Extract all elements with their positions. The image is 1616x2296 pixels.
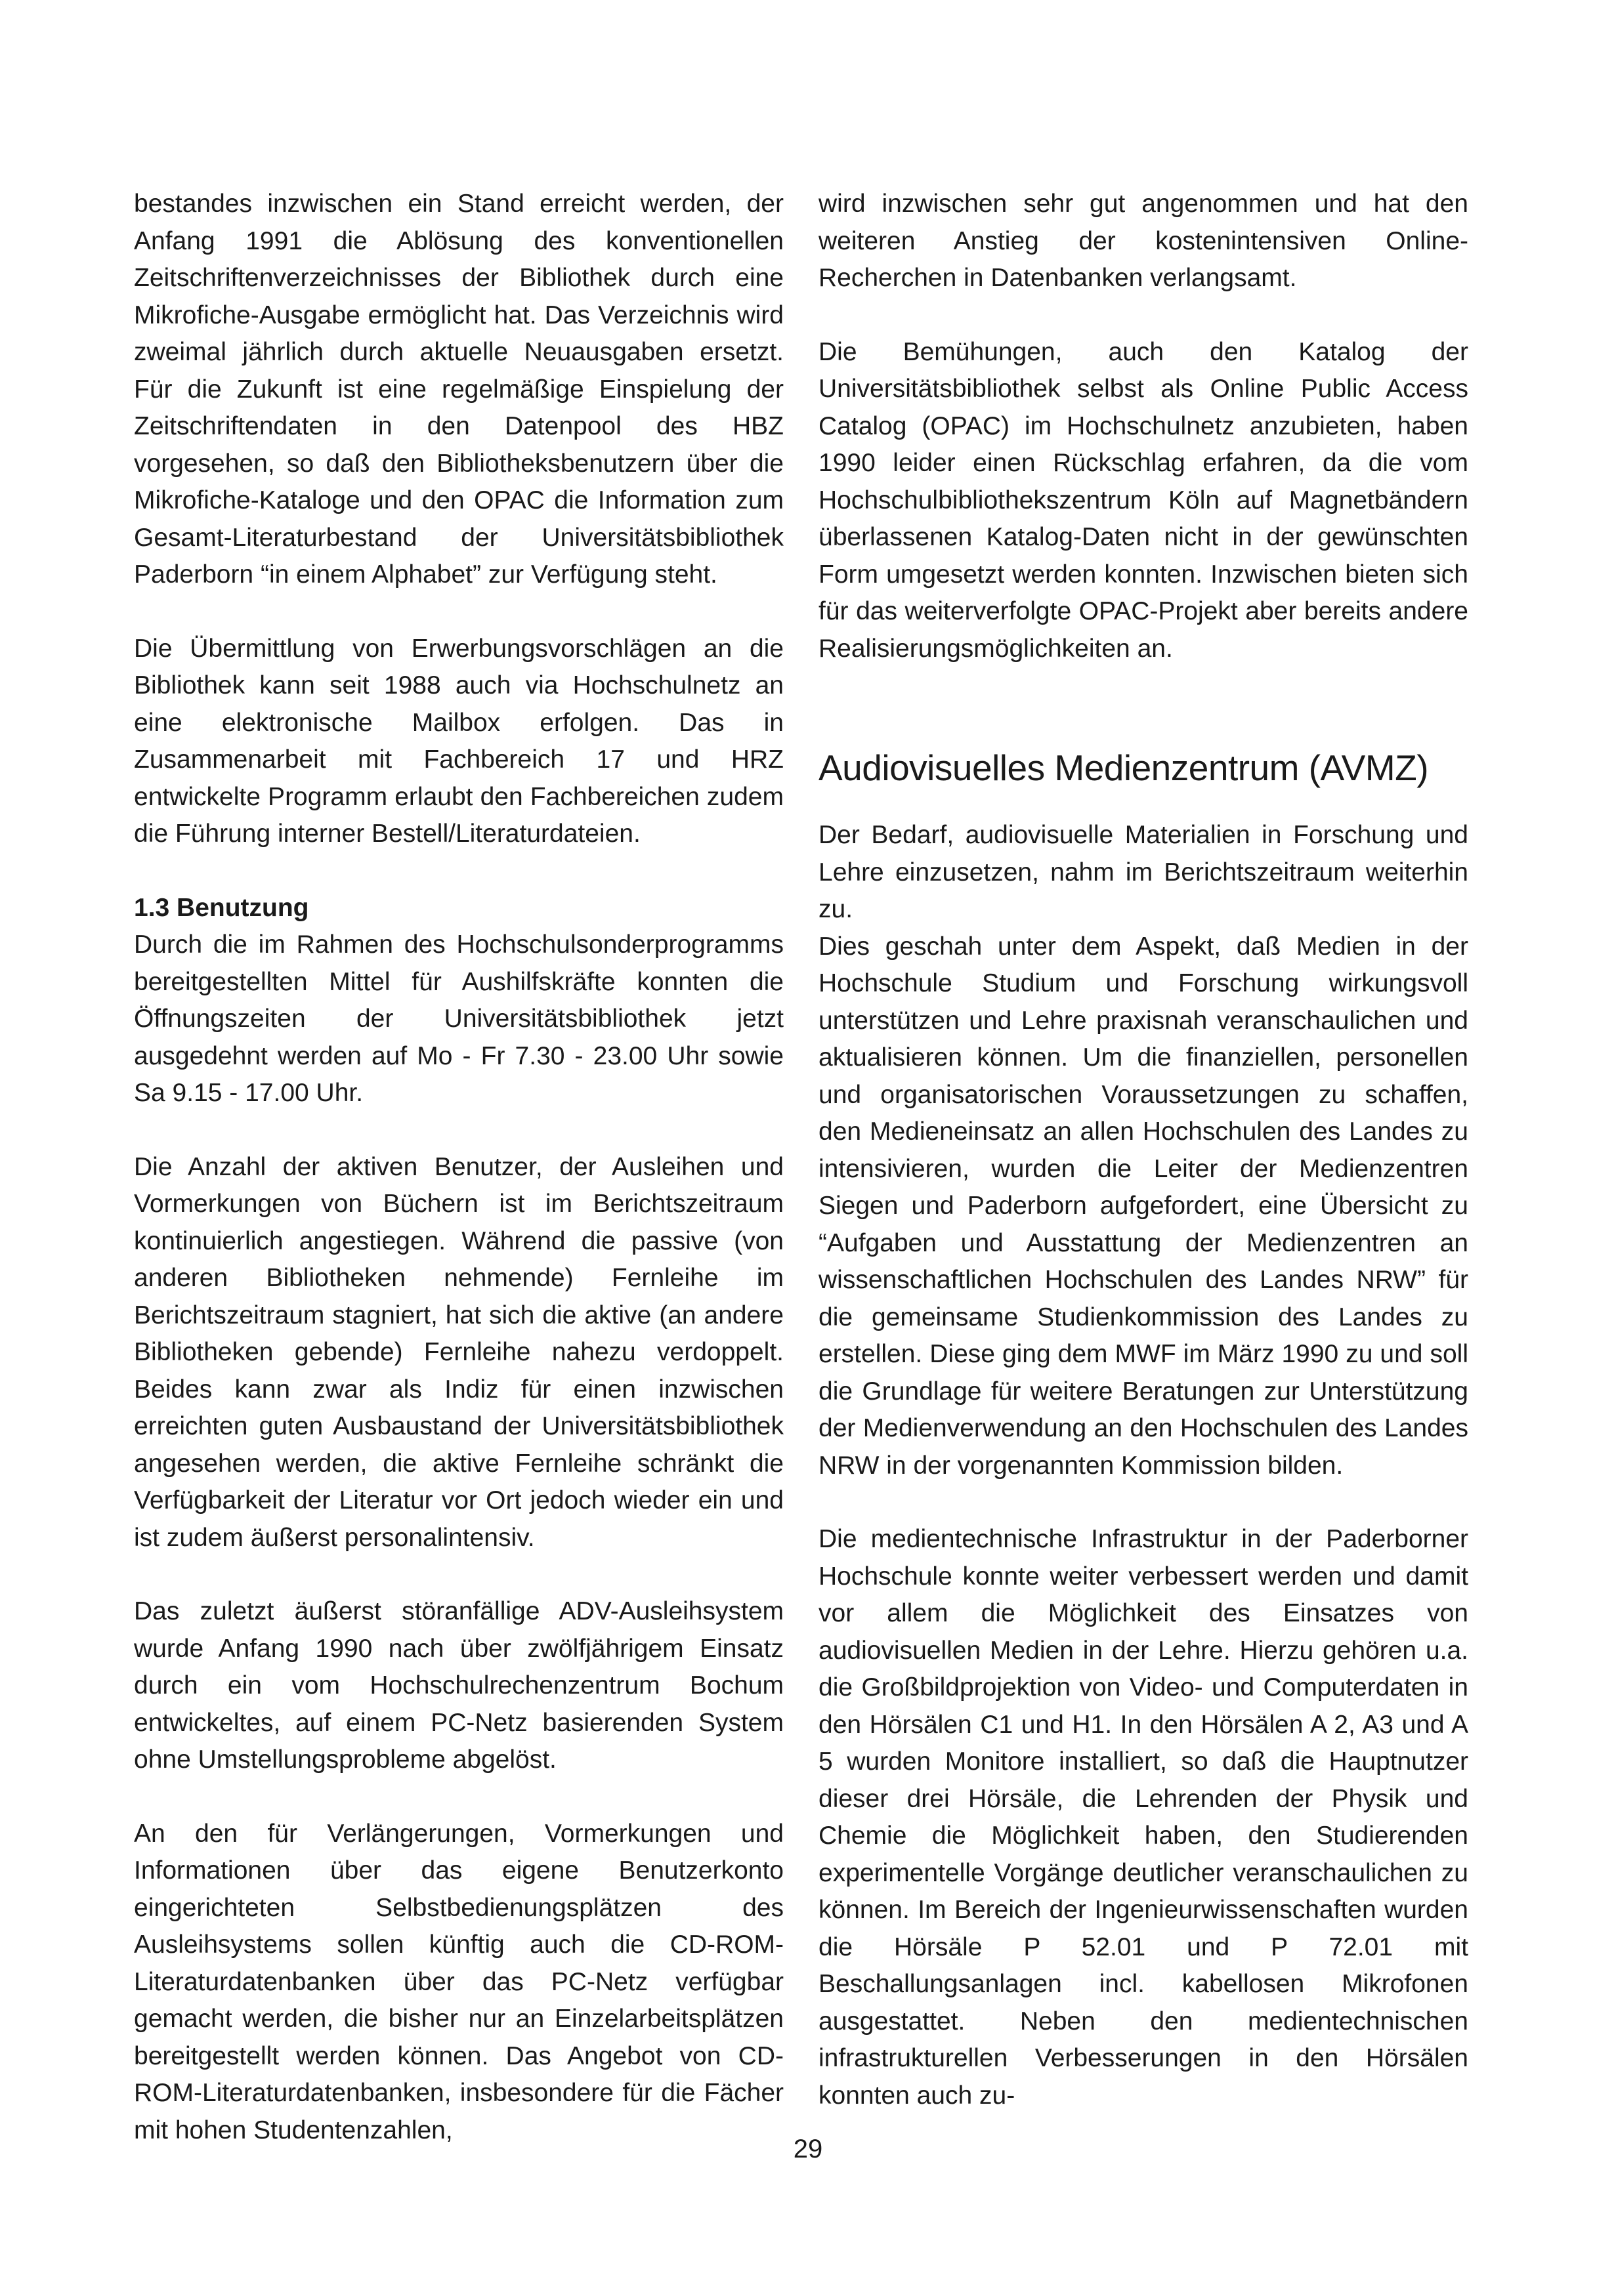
section-heading-avmz: Audiovisuelles Medienzentrum (AVMZ) <box>819 747 1429 788</box>
left-paragraph-1: bestandes inzwischen ein Stand erreicht werden, der Anfang 1991 die Ablösung des konventionellen Zeitschriftenverzeichnisses der Bibliothek durch eine Mikrofiche-Ausgabe ermöglicht hat. Das Verzeichnis wird zweimal jährlich durch aktuelle Neuausgaben ersetzt. Für die Zukunft ist eine regelmäßige Einspielung der Zeitschriftendaten in den Datenpool des HBZ vorgesehen, so daß den Bibliotheksbenutzern über die Mikrofiche-Kataloge und den OPAC die Information zum Gesamt-Literaturbestand der Universitätsbibliothek Paderborn “in einem Alphabet” zur Verfügung steht. <box>134 190 784 589</box>
left-paragraph-2: Die Übermittlung von Erwerbungsvorschlägen an die Bibliothek kann seit 1988 auch via Hochschulnetz an eine elektronische Mailbox erfolgen. Das in Zusammenarbeit mit Fachbereich 17 und HRZ entwickelte Programm erlaubt den Fachbereichen zudem die Führung interner Bestell/Literaturdateien. <box>134 634 784 848</box>
left-paragraph-5: Das zuletzt äußerst störanfällige ADV-Ausleihsystem wurde Anfang 1990 nach über zwölfjährigem Einsatz durch ein vom Hochschulrechenzentrum Bochum entwickeltes, auf einem PC-Netz basierenden System ohne Umstellungsprobleme abgelöst. <box>134 1597 784 1774</box>
left-paragraph-3: Durch die im Rahmen des Hochschulsonderprogramms bereitgestellten Mittel für Aushilfskräfte konnten die Öffnungszeiten der Universitätsbibliothek jetzt ausgedehnt werden auf Mo - Fr 7.30 - 23.00 Uhr sowie Sa 9.15 - 17.00 Uhr. <box>134 930 784 1107</box>
right-paragraph-4: Dies geschah unter dem Aspekt, daß Medien in der Hochschule Studium und Forschung wirkungsvoll unterstützen und Lehre praxisnah veranschaulichen und aktualisieren können. Um die finanziellen, personellen und organisatorischen Voraussetzungen zu schaffen, den Medieneinsatz an allen Hochschulen des Landes zu intensivieren, wurden die Leiter der Medienzentren Siegen und Paderborn aufgefordert, eine Übersicht zu “Aufgaben und Ausstattung der Medienzentren an wissenschaftlichen Hochschulen des Landes NRW” für die gemeinsame Studienkommission des Landes zu erstellen. Diese ging dem MWF im März 1990 zu und soll die Grundlage für weitere Beratungen zur Unterstützung der Medienverwendung an den Hochschulen des Landes NRW in der vorgenannten Kommission bilden. <box>819 932 1468 1480</box>
right-paragraph-3: Der Bedarf, audiovisuelle Materialien in Forschung und Lehre einzusetzen, nahm im Berichtszeitraum weiterhin zu. <box>819 821 1468 923</box>
right-paragraph-5: Die medientechnische Infrastruktur in der Paderborner Hochschule konnte weiter verbessert werden und damit vor allem die Möglichkeit des Einsatzes von audiovisuellen Medien in der Lehre. Hierzu gehören u.a. die Großbildprojektion von Video- und Computerdaten in den Hörsälen C1 und H1. In den Hörsälen A 2, A3 und A 5 wurden Monitore installiert, so daß die Hauptnutzer dieser drei Hörsäle, die Lehrenden der Physik und Chemie die Möglichkeit haben, den Studierenden experimentelle Vorgänge deutlicher veranschaulichen zu können. Im Bereich der Ingenieurwissenschaften wurden die Hörsäle P 52.01 und P 72.01 mit Beschallungsanlagen incl. kabellosen Mikrofonen ausgestattet. Neben den medientechnischen infrastrukturellen Verbesserungen in den Hörsälen konnten auch zu- <box>819 1525 1468 2110</box>
right-paragraph-2: Die Bemühungen, auch den Katalog der Universitätsbibliothek selbst als Online Public Access Catalog (OPAC) im Hochschulnetz anzubieten, haben 1990 leider einen Rückschlag erfahren, da die vom Hochschulbibliothekszentrum Köln auf Magnetbändern überlassenen Katalog-Daten nicht in der gewünschten Form umgesetzt werden konnten. Inzwischen bieten sich für das weiterverfolgte OPAC-Projekt aber bereits andere Realisierungsmöglichkeiten an. <box>819 337 1468 663</box>
left-column <box>134 186 784 2149</box>
right-column <box>819 186 1468 2114</box>
page-number: 29 <box>793 2135 823 2163</box>
section-subheading-benutzung: 1.3 Benutzung <box>134 893 309 922</box>
left-paragraph-6: An den für Verlängerungen, Vormerkungen und Informationen über das eigene Benutzerkonto eingerichteten Selbstbedienungsplätzen des Ausleihsystems sollen künftig auch die CD-ROM-Literaturdatenbanken über das PC-Netz verfügbar gemacht werden, die bisher nur an Einzelarbeitsplätzen bereitgestellt werden können. Das Angebot von CD-ROM-Literaturdatenbanken, insbesondere für die Fächer mit hohen Studentenzahlen, <box>134 1819 784 2144</box>
left-paragraph-4: Die Anzahl der aktiven Benutzer, der Ausleihen und Vormerkungen von Büchern ist im Berichtszeitraum kontinuierlich angestiegen. Während die passive (von anderen Bibliotheken nehmende) Fernleihe im Berichtszeitraum stagniert, hat sich die aktive (an andere Bibliotheken gebende) Fernleihe nahezu verdoppelt. Beides kann zwar als Indiz für einen inzwischen erreichten guten Ausbaustand der Universitätsbibliothek angesehen werden, die aktive Fernleihe schränkt die Verfügbarkeit der Literatur vor Ort jedoch wieder ein und ist zudem äußerst personalintensiv. <box>134 1152 784 1552</box>
right-paragraph-1: wird inzwischen sehr gut angenommen und hat den weiteren Anstieg der kostenintensiven Online-Recherchen in Datenbanken verlangsamt. <box>819 190 1468 292</box>
